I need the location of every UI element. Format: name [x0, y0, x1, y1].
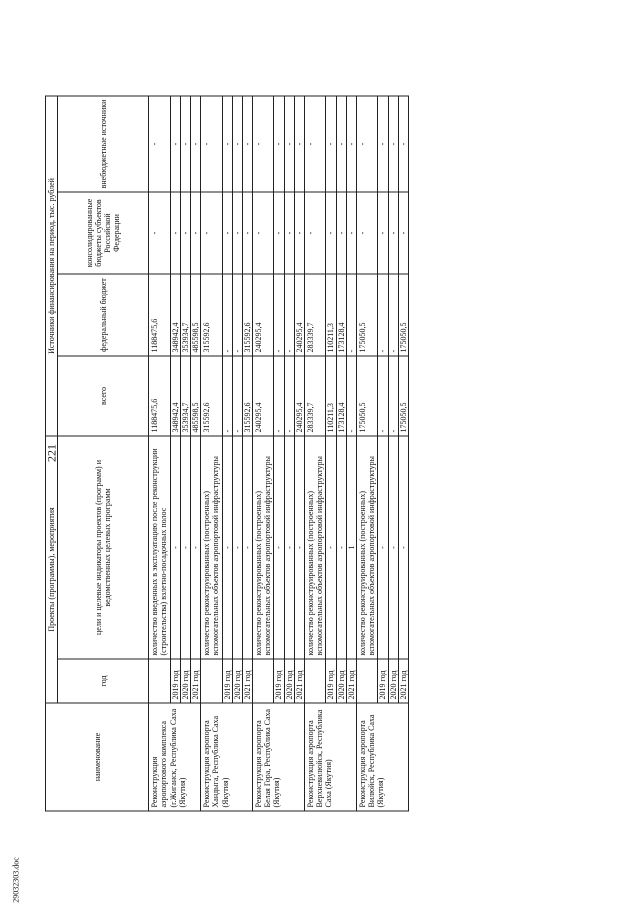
project-name: Реконструкция аэропорта Верхневилюйск, Республика Саха (Якутия)	[305, 703, 357, 811]
extra-cell: -	[346, 96, 356, 192]
indicator-cell: -	[326, 436, 336, 659]
federal-cell: -	[274, 274, 284, 356]
extra-cell: -	[232, 96, 242, 192]
year-cell	[305, 659, 326, 703]
federal-cell: 175050,5	[356, 274, 377, 356]
extra-cell: -	[294, 96, 304, 192]
federal-cell: 110211,3	[326, 274, 336, 356]
total-cell: -	[378, 356, 388, 436]
federal-cell: 240295,4	[253, 274, 274, 356]
regional-cell: -	[180, 192, 190, 274]
total-cell: -	[222, 356, 232, 436]
indicator-cell: количество реконструированных (построенных) вспомогательных объектов аэропортовой инфраструктуры	[305, 436, 326, 659]
total-cell: 1188475,6	[149, 356, 170, 436]
regional-cell: -	[274, 192, 284, 274]
extra-cell: -	[253, 96, 274, 192]
indicator-cell: -	[170, 436, 180, 659]
regional-cell: -	[356, 192, 377, 274]
extra-cell: -	[170, 96, 180, 192]
indicator-cell: -	[378, 436, 388, 659]
regional-cell: -	[242, 192, 252, 274]
indicator-cell: -	[274, 436, 284, 659]
total-cell: 173128,4	[336, 356, 346, 436]
regional-cell: -	[378, 192, 388, 274]
indicator-cell: -	[222, 436, 232, 659]
regional-cell: -	[190, 192, 200, 274]
project-name: Реконструкция аэропорта Белая Гора, Республика Саха (Якутия)	[253, 703, 305, 811]
regional-cell: -	[388, 192, 398, 274]
total-cell: 240295,4	[294, 356, 304, 436]
page-number: 221	[44, 444, 59, 462]
indicator-cell: -	[180, 436, 190, 659]
federal-cell: 315592,6	[242, 274, 252, 356]
extra-cell: -	[398, 96, 408, 192]
federal-cell: -	[232, 274, 242, 356]
header-regional: консолидированные бюджеты субъектов Российской Федерации	[58, 192, 149, 274]
indicator-cell: -	[190, 436, 200, 659]
regional-cell: -	[346, 192, 356, 274]
total-cell: 353934,7	[180, 356, 190, 436]
total-cell: -	[346, 356, 356, 436]
extra-cell: -	[180, 96, 190, 192]
indicator-cell: -	[284, 436, 294, 659]
total-cell: 485598,5	[190, 356, 200, 436]
federal-cell: -	[284, 274, 294, 356]
total-cell: -	[274, 356, 284, 436]
rotated-table-container	[45, 97, 595, 812]
indicator-cell: 1	[346, 436, 356, 659]
year-cell: 2021 год	[190, 659, 200, 703]
year-cell: 2019 год	[170, 659, 180, 703]
regional-cell: -	[294, 192, 304, 274]
table-body	[149, 96, 409, 811]
federal-cell: 1188475,6	[149, 274, 170, 356]
federal-cell: 283339,7	[305, 274, 326, 356]
regional-cell: -	[222, 192, 232, 274]
regional-cell: -	[149, 192, 170, 274]
year-cell: 2021 год	[294, 659, 304, 703]
total-cell: 240295,4	[253, 356, 274, 436]
indicator-cell: -	[242, 436, 252, 659]
indicator-cell: количество реконструированных (построенных) вспомогательных объектов аэропортовой инфраструктуры	[253, 436, 274, 659]
extra-cell: -	[190, 96, 200, 192]
year-cell: 2021 год	[346, 659, 356, 703]
document-code: 29032303.doc	[11, 857, 21, 903]
federal-cell: 315592,6	[201, 274, 222, 356]
year-cell: 2020 год	[232, 659, 242, 703]
regional-cell: -	[170, 192, 180, 274]
year-cell: 2019 год	[378, 659, 388, 703]
extra-cell: -	[274, 96, 284, 192]
header-projects-group: Проекты (программы), мероприятия	[46, 436, 58, 703]
header-extra: внебюджетные источники	[58, 96, 149, 192]
indicator-cell: количество реконструированных (построенных) вспомогательных объектов аэропортовой инфраструктуры	[201, 436, 222, 659]
extra-cell: -	[222, 96, 232, 192]
total-cell: 175050,5	[356, 356, 377, 436]
year-cell: 2019 год	[222, 659, 232, 703]
extra-cell: -	[305, 96, 326, 192]
extra-cell: -	[388, 96, 398, 192]
federal-cell: -	[222, 274, 232, 356]
extra-cell: -	[326, 96, 336, 192]
federal-cell: 348942,4	[170, 274, 180, 356]
extra-cell: -	[242, 96, 252, 192]
year-cell	[149, 659, 170, 703]
federal-cell: 173128,4	[336, 274, 346, 356]
year-cell	[356, 659, 377, 703]
extra-cell: -	[356, 96, 377, 192]
regional-cell: -	[201, 192, 222, 274]
indicator-cell: -	[294, 436, 304, 659]
total-cell: 110211,3	[326, 356, 336, 436]
header-federal: федеральный бюджет	[58, 274, 149, 356]
year-cell: 2020 год	[284, 659, 294, 703]
header-naimenovanie: наименование	[46, 703, 149, 811]
indicator-cell: -	[388, 436, 398, 659]
project-name: Реконструкция аэропорта Хандыга, Республика Саха (Якутия)	[201, 703, 253, 811]
total-cell: 348942,4	[170, 356, 180, 436]
total-cell: 315592,6	[242, 356, 252, 436]
header-year: год	[58, 659, 149, 703]
regional-cell: -	[253, 192, 274, 274]
year-cell: 2019 год	[274, 659, 284, 703]
total-cell: -	[232, 356, 242, 436]
indicator-cell: -	[336, 436, 346, 659]
project-name: Реконструкция аэропортового комплекса (г.Жиганск, Республика Саха (Якутия)	[149, 703, 201, 811]
federal-cell: 240295,4	[294, 274, 304, 356]
federal-cell: -	[346, 274, 356, 356]
regional-cell: -	[398, 192, 408, 274]
year-cell: 2019 год	[326, 659, 336, 703]
header-total: всего	[58, 356, 149, 436]
total-cell: 315592,6	[201, 356, 222, 436]
table-row	[201, 96, 222, 811]
header-finance-group: Источники финансирования на период, тыс. рублей	[46, 96, 58, 436]
total-cell: -	[284, 356, 294, 436]
year-cell: 2020 год	[336, 659, 346, 703]
year-cell: 2020 год	[388, 659, 398, 703]
regional-cell: -	[232, 192, 242, 274]
federal-cell: -	[388, 274, 398, 356]
regional-cell: -	[284, 192, 294, 274]
federal-cell: -	[378, 274, 388, 356]
extra-cell: -	[149, 96, 170, 192]
year-cell: 2021 год	[398, 659, 408, 703]
indicator-cell: количество введенных в эксплуатацию после реконструкции (строительства) взлетно-посадочных полос	[149, 436, 170, 659]
extra-cell: -	[336, 96, 346, 192]
federal-cell: 353934,7	[180, 274, 190, 356]
extra-cell: -	[378, 96, 388, 192]
extra-cell: -	[201, 96, 222, 192]
indicator-cell: количество реконструированных (построенных) вспомогательных объектов аэропортовой инфраструктуры	[356, 436, 377, 659]
regional-cell: -	[336, 192, 346, 274]
total-cell: -	[388, 356, 398, 436]
year-cell: 2021 год	[242, 659, 252, 703]
total-cell: 283339,7	[305, 356, 326, 436]
indicator-cell: -	[232, 436, 242, 659]
regional-cell: -	[305, 192, 326, 274]
table-row	[149, 96, 170, 811]
year-cell	[201, 659, 222, 703]
total-cell: 175050,5	[398, 356, 408, 436]
extra-cell: -	[284, 96, 294, 192]
table-row	[253, 96, 274, 811]
federal-cell: 485598,5	[190, 274, 200, 356]
table-row	[356, 96, 377, 811]
regional-cell: -	[326, 192, 336, 274]
table-row	[305, 96, 326, 811]
year-cell: 2020 год	[180, 659, 190, 703]
financing-table	[45, 95, 409, 811]
federal-cell: 175050,5	[398, 274, 408, 356]
year-cell	[253, 659, 274, 703]
project-name: Реконструкция аэропорта Вилюйск, Республика Саха (Якутия)	[356, 703, 408, 811]
header-indicators: цели и целевые индикаторы проектов (программ) и ведомственных целевых программ	[58, 436, 149, 659]
indicator-cell: -	[398, 436, 408, 659]
